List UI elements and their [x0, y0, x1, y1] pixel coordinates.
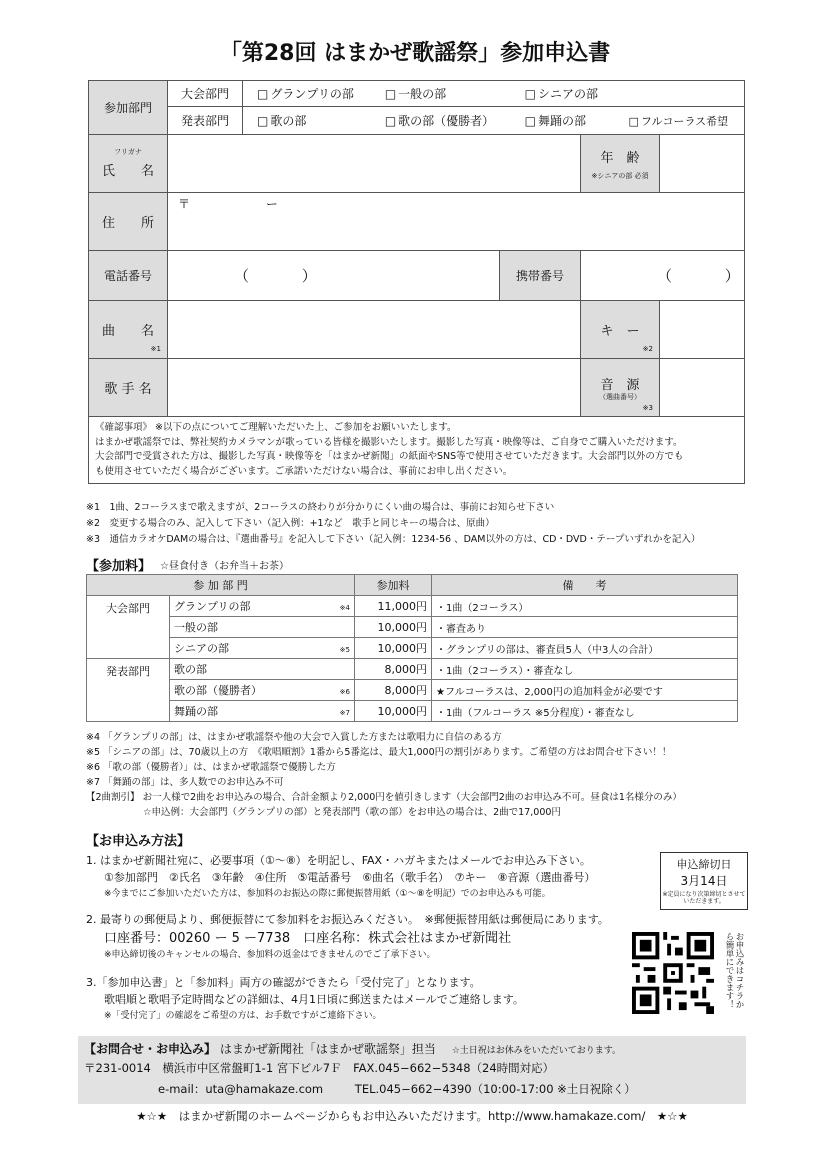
source-label: 音 源: [600, 377, 640, 393]
fee-mark: ※7: [339, 709, 350, 717]
note-line: ※2 変更する場合のみ、記入して下さい（記入例：+1など 歌手と同じキーの場合は、原曲）: [86, 518, 495, 529]
step-3: 3.「参加申込書」と「参加料」両方の確認ができたら「受付完了」となります。: [86, 976, 481, 989]
lunch-note: ☆昼食付き（お弁当＋お茶）: [160, 561, 289, 572]
key-note: ※2: [642, 345, 653, 353]
senior-checkbox[interactable]: □ シニアの部: [525, 85, 598, 102]
name-label: 氏 名: [101, 164, 154, 179]
fee-price: 10,000円: [355, 617, 432, 638]
table-row: [87, 659, 738, 680]
step-1: 1. はまかぜ新聞社宛に、必要事項（①〜⑧）を明記し、FAX・ハガキまたはメールでお申込み下さい。: [86, 854, 591, 867]
fee-price: 10,000円: [355, 638, 432, 659]
address-label: 住 所: [89, 193, 168, 251]
table-row: [87, 638, 738, 659]
song-winner-checkbox[interactable]: □ 歌の部（優勝者）: [385, 112, 521, 129]
fee-mark: ※5: [339, 646, 350, 654]
singer-field[interactable]: [168, 359, 581, 417]
mobile-field[interactable]: [581, 251, 745, 301]
paren-open: （: [657, 267, 673, 285]
deadline-note: ※定員になり次第締切とさせていただきます。: [662, 891, 746, 905]
paren-close: ）: [301, 267, 317, 285]
deadline-label: 申込締切日: [676, 858, 732, 871]
mobile-label: 携帯番号: [500, 251, 581, 301]
note-line: ※7 「舞踊の部」は、多人数でのお申込み不可: [86, 777, 284, 788]
fee-remark: ・審査あり: [432, 617, 738, 638]
fee-name: 歌の部: [174, 663, 207, 676]
fee-remark: ・1曲（2コーラス）: [432, 596, 738, 617]
postal-mark: 〒: [178, 197, 191, 211]
group-happyo: 発表部門: [87, 659, 170, 722]
contact-heading: 【お問合せ・お申込み】: [84, 1042, 217, 1056]
col-remarks: 備 考: [432, 575, 738, 596]
dance-checkbox[interactable]: □ 舞踊の部: [525, 112, 625, 129]
fee-mark: ※4: [339, 604, 350, 612]
application-form: [88, 80, 745, 484]
note-line: ※3 通信カラオケDAMの場合は、『選曲番号』を記入して下さい（記入例：1234-56 、DAM以外の方は、CD・DVD・テープいずれかを記入）: [86, 534, 701, 545]
notes-form: [86, 500, 746, 548]
group-taikai: 大会部門: [87, 596, 170, 659]
note-line: ※5 「シニアの部」は、70歳以上の方 《歌唱順割》1番から5番迄は、最大1,000円の割引があります。ご希望の方はお問合せ下さい！！: [86, 747, 672, 758]
page-title: 「第28回 はまかぜ歌謡祭」参加申込書: [219, 41, 611, 66]
address-field[interactable]: [168, 193, 745, 251]
contact-tel: TEL.045−662−4390（10:00-17:00 ※土日祝除く）: [354, 1082, 636, 1096]
step-1-note: ※今までにご参加いただいた方は、参加料のお振込の際に郵便振替用紙（①〜⑧を明記）でのお申込みも可能。: [104, 889, 551, 899]
phone-label: 電話番号: [89, 251, 168, 301]
singer-label: 歌 手 名: [89, 359, 168, 417]
paren-open: （: [234, 267, 250, 285]
step-3-line2: 歌唱順と歌唱予定時間などの詳細は、4月1日頃に郵送またはメールでご連絡します。: [104, 993, 524, 1006]
fee-table: [86, 574, 738, 722]
song-checkbox[interactable]: □ 歌の部: [257, 112, 381, 129]
qr-code-icon: [632, 932, 714, 1014]
fee-remark: ・1曲（フルコーラス ※5分程度）・審査なし: [432, 701, 738, 722]
deadline-box: [660, 852, 748, 910]
fee-remark: ・1曲（2コーラス）・審査なし: [432, 659, 738, 680]
source-field[interactable]: [660, 359, 745, 417]
postal-dash: ー: [265, 197, 278, 211]
table-row: [87, 680, 738, 701]
contact-email[interactable]: e-mail：uta@hamakaze.com: [158, 1082, 324, 1096]
note-line: ※6 「歌の部（優勝者）」は、はまかぜ歌謡祭で優勝した方: [86, 762, 336, 773]
fee-name: 歌の部（優勝者）: [174, 684, 262, 697]
step-1-items: ①参加部門 ②氏名 ③年齢 ④住所 ⑤電話番号 ⑥曲名（歌手名） ⑦キー ⑧音源（選曲番号）: [104, 871, 596, 884]
fee-heading: 【参加料】: [86, 559, 152, 574]
qr-caption: お申込みはコチラから簡単にできます！: [724, 932, 744, 1009]
deadline-date: 3月14日: [680, 874, 728, 888]
contact-address: 〒231-0014 横浜市中区常盤町1-1 宮下ビル7Ｆ FAX.045−662−5348（24時間対応）: [84, 1061, 555, 1075]
step-3-note: ※「受付完了」の確認をご希望の方は、お手数ですがご連絡下さい。: [104, 1011, 382, 1021]
confirm-line: 大会部門で受賞された方は、撮影した写真・映像等を「はまかぜ新聞」の紙面やSNS等で使用させていただきます。大会部門以外の方でも: [95, 451, 684, 462]
note-line: ※4 「グランプリの部」は、はまかぜ歌謡祭や他の大会で入賞した方または歌唱力に自信のある方: [86, 732, 502, 743]
note-line: ※1 1曲、2コーラスまで歌えますが、2コーラスの終わりが分かりにくい曲の場合は、事前にお知らせ下さい: [86, 502, 555, 513]
taikai-label: 大会部門: [168, 81, 243, 107]
key-field[interactable]: [660, 301, 745, 359]
happyo-label: 発表部門: [168, 107, 243, 135]
qr-code[interactable]: [632, 932, 714, 1014]
confirm-line: も使用させていただく場合がございます。ご承諾いただけない場合は、事前にお申し出ください。: [95, 465, 513, 477]
footer-text: ★☆★ はまかぜ新聞のホームページからもお申込みいただけます。http://www.hamakaze.com/ ★☆★: [136, 1109, 688, 1123]
fee-price: 10,000円: [355, 701, 432, 722]
fee-name: シニアの部: [174, 642, 229, 655]
col-division: 参 加 部 門: [87, 575, 355, 596]
grandprix-checkbox[interactable]: □ グランプリの部: [257, 85, 381, 102]
notes-fee: [86, 730, 746, 820]
name-field[interactable]: [168, 135, 581, 193]
note-line: 【2曲割引】 お一人様で2曲をお申込みの場合、合計金額より2,000円を値引きします（大会部門2曲のお申込み不可。昼食は1名様分のみ）: [86, 792, 682, 803]
paren-close: ）: [724, 267, 740, 285]
step-2: 2. 最寄りの郵便局より、郵便振替にて参加料をお振込みください。 ※郵便振替用紙は郵便局にあります。: [86, 913, 609, 926]
confirm-line: 《確認事項》 ※以下の点についてご理解いただいた上、ご参加をお願いいたします。: [95, 422, 457, 433]
age-label: 年 齢: [600, 150, 640, 166]
full-chorus-checkbox[interactable]: □ フルコーラス希望: [628, 113, 728, 129]
division-label: 参加部門: [89, 81, 168, 135]
fee-price: 8,000円: [355, 659, 432, 680]
fee-name: 一般の部: [174, 621, 218, 634]
confirm-box: [89, 417, 745, 484]
confirm-line: はまかぜ歌謡祭では、弊社契約カメラマンが歌っている皆様を撮影いたします。撮影した写真・映像等は、ご自身でご購入いただけます。: [95, 436, 683, 448]
apply-heading: 【お申込み方法】: [86, 834, 191, 849]
col-fee: 参加料: [355, 575, 432, 596]
account-info: 口座番号：00260 ー 5 ー7738 口座名称：株式会社はまかぜ新聞社: [104, 931, 512, 946]
song-field[interactable]: [168, 301, 581, 359]
furigana-label: フリガナ: [114, 148, 142, 156]
fee-mark: ※6: [339, 688, 350, 696]
note-line: ☆申込例：大会部門（グランプリの部）と発表部門（歌の部）をお申込の場合は、2曲で17,000円: [86, 807, 561, 818]
table-row: [87, 701, 738, 722]
fee-name: グランプリの部: [174, 600, 251, 613]
step-2-note: ※申込締切後のキャンセルの場合、参加料の返金はできませんのでご了承下さい。: [104, 950, 436, 960]
general-checkbox[interactable]: □ 一般の部: [385, 85, 521, 102]
age-field[interactable]: [660, 135, 745, 193]
fee-name: 舞踊の部: [174, 705, 218, 718]
source-sub: （選曲番号）: [599, 392, 641, 401]
fee-remark: ・グランプリの部は、審査員5人（中3人の合計）: [432, 638, 738, 659]
table-row: [87, 617, 738, 638]
apply-steps: [86, 852, 656, 1025]
song-note: ※1: [150, 345, 161, 353]
song-label: 曲 名: [101, 324, 154, 339]
fee-remark: ★フルコーラスは、2,000円の追加料金が必要です: [432, 680, 738, 701]
source-note: ※3: [642, 404, 653, 412]
contact-org: はまかぜ新聞社「はまかぜ歌謡祭」担当: [219, 1042, 436, 1056]
holiday-note: ☆土日祝はお休みをいただいております。: [451, 1046, 622, 1056]
fee-price: 8,000円: [355, 680, 432, 701]
fee-price: 11,000円: [355, 596, 432, 617]
key-label: キ ー: [600, 324, 640, 339]
table-row: [87, 596, 738, 617]
age-note: ※シニアの部 必須: [591, 171, 649, 180]
contact-box: [78, 1036, 746, 1104]
phone-field[interactable]: [168, 251, 500, 301]
